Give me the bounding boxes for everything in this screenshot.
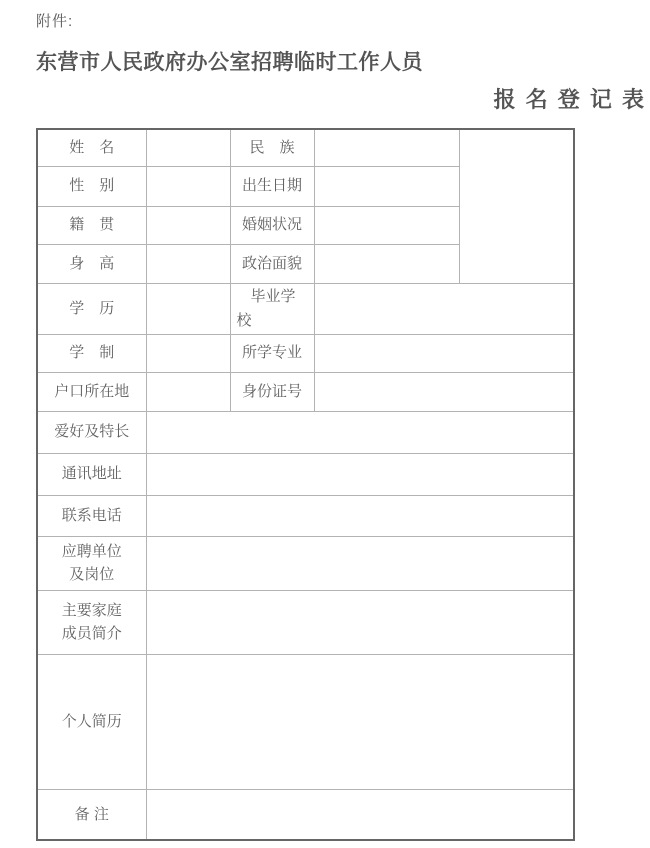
field-label-cell: 爱好及特长 xyxy=(37,411,146,453)
field-value-cell xyxy=(314,166,459,206)
field-value-cell xyxy=(146,129,230,166)
photo-cell xyxy=(459,129,574,283)
field-label-cell: 个人简历 xyxy=(37,654,146,789)
field-label-cell: 备 注 xyxy=(37,789,146,840)
field-value-cell xyxy=(146,453,574,495)
field-label-cell: 主要家庭成员简介 xyxy=(37,590,146,654)
field-label-cell: 户口所在地 xyxy=(37,372,146,411)
field-value-cell xyxy=(146,590,574,654)
field-label-cell: 民 族 xyxy=(230,129,314,166)
field-label-cell: 联系电话 xyxy=(37,495,146,536)
table-row xyxy=(37,590,574,654)
table-row xyxy=(37,654,574,789)
field-label-cell: 婚姻状况 xyxy=(230,206,314,244)
field-label-cell: 籍 贯 xyxy=(37,206,146,244)
field-label-cell: 性 别 xyxy=(37,166,146,206)
field-label-cell: 应聘单位及岗位 xyxy=(37,536,146,590)
table-row xyxy=(37,453,574,495)
field-value-cell xyxy=(146,536,574,590)
field-value-cell xyxy=(146,206,230,244)
field-value-cell xyxy=(314,129,459,166)
field-value-cell xyxy=(314,372,574,411)
field-label-cell: 学 历 xyxy=(37,283,146,334)
field-value-cell xyxy=(146,244,230,283)
table-row xyxy=(37,536,574,590)
table-row xyxy=(37,411,574,453)
field-value-cell xyxy=(314,206,459,244)
field-value-cell xyxy=(146,166,230,206)
document-title: 东营市人民政府办公室招聘临时工作人员 xyxy=(36,51,423,74)
field-value-cell xyxy=(314,334,574,372)
field-value-cell xyxy=(314,244,459,283)
field-value-cell xyxy=(146,372,230,411)
field-label-cell: 毕业学校 xyxy=(230,283,314,334)
field-value-cell xyxy=(146,495,574,536)
field-label-cell: 所学专业 xyxy=(230,334,314,372)
field-value-cell xyxy=(146,789,574,840)
table-row xyxy=(37,495,574,536)
field-value-cell xyxy=(146,654,574,789)
table-row xyxy=(37,283,574,334)
table-row xyxy=(37,372,574,411)
field-value-cell xyxy=(146,283,230,334)
field-value-cell xyxy=(146,334,230,372)
attachment-label: 附件: xyxy=(36,13,74,30)
table-row xyxy=(37,129,574,166)
registration-form-table xyxy=(36,128,575,841)
form-subtitle: 报 名 登 记 表 xyxy=(493,87,646,112)
field-label-cell: 通讯地址 xyxy=(37,453,146,495)
field-label-cell: 出生日期 xyxy=(230,166,314,206)
field-value-cell xyxy=(146,411,574,453)
field-label-cell: 政治面貌 xyxy=(230,244,314,283)
field-value-cell xyxy=(314,283,574,334)
field-label-cell: 身 高 xyxy=(37,244,146,283)
field-label-cell: 身份证号 xyxy=(230,372,314,411)
field-label-cell: 姓 名 xyxy=(37,129,146,166)
field-label-cell: 学 制 xyxy=(37,334,146,372)
table-row xyxy=(37,334,574,372)
table-row xyxy=(37,789,574,840)
